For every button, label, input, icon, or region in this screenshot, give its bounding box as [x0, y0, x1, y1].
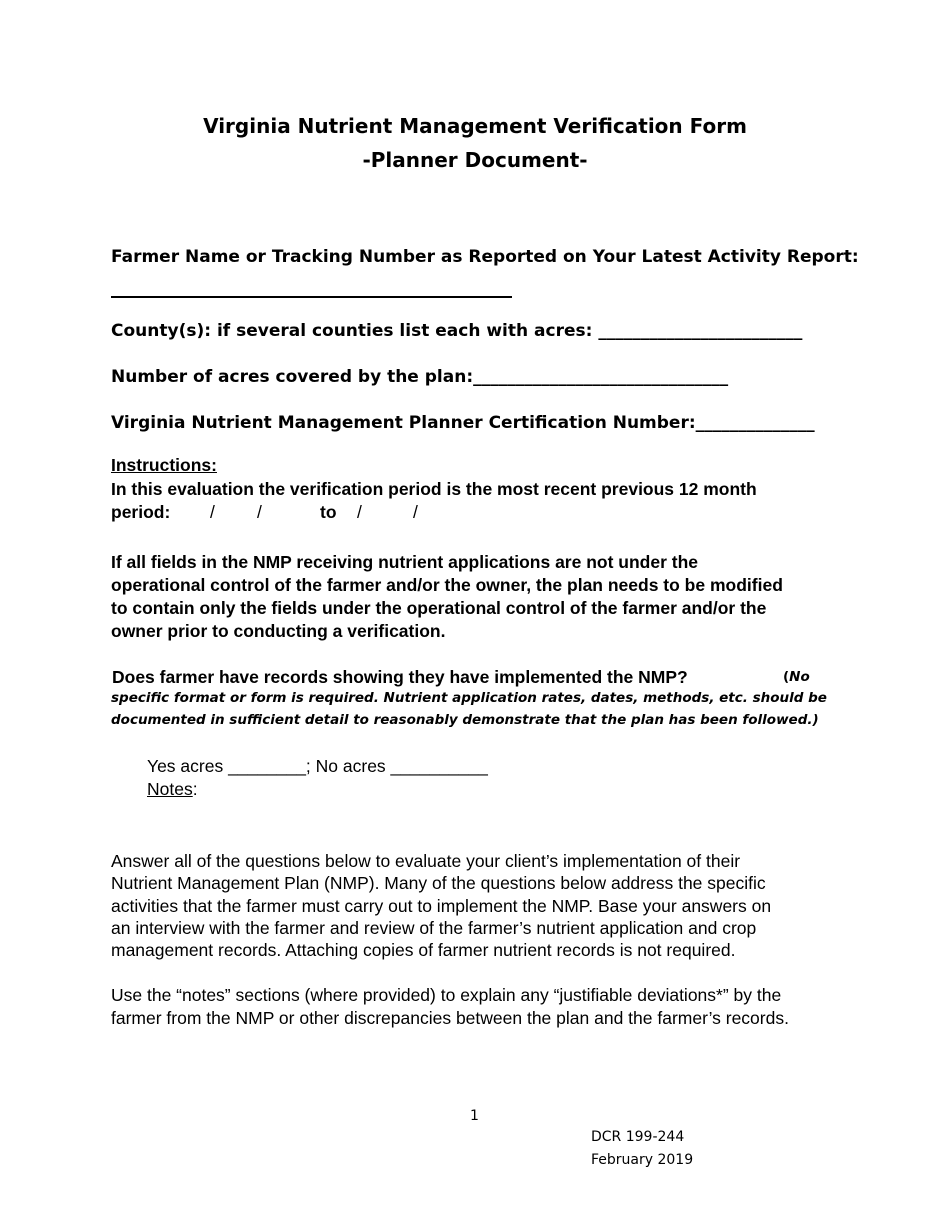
records-note-line3: documented in sufficient detail to reasonably demonstrate that the plan has been followed.) [111, 712, 819, 728]
period-start-slash-1: / [210, 502, 215, 522]
form-date: February 2019 [591, 1152, 694, 1168]
page-subtitle: -Planner Document- [362, 148, 588, 172]
notes-line: farmer from the NMP or other discrepancies between the plan and the farmer’s records. [111, 1008, 789, 1028]
records-note-start [783, 669, 810, 685]
period-label: period: [111, 502, 171, 522]
notes-line: Use the “notes” sections (where provided) to explain any “justifiable deviations*” by the [111, 985, 782, 1005]
notes-label [147, 779, 198, 800]
certification-field-label: Virginia Nutrient Management Planner Certification Number:______________ [111, 413, 815, 433]
acres-field-label: Number of acres covered by the plan:______________________________ [111, 367, 729, 387]
answer-line: Answer all of the questions below to evaluate your client’s implementation of their [111, 851, 741, 871]
answer-instructions-paragraph [111, 850, 771, 961]
farmer-name-blank-line[interactable] [111, 296, 512, 298]
period-end-slash-2: / [413, 502, 418, 522]
answer-line: activities that the farmer must carry out to implement the NMP. Base your answers on [111, 895, 772, 916]
page-title: Virginia Nutrient Management Verification Form [203, 114, 747, 138]
period-start-slash-2: / [257, 502, 262, 522]
farmer-name-label: Farmer Name or Tracking Number as Reported on Your Latest Activity Report: [111, 247, 859, 267]
period-end-slash-1: / [357, 502, 362, 522]
operational-line: If all fields in the NMP receiving nutrient applications are not under the [111, 552, 698, 572]
records-question: Does farmer have records showing they have implemented the NMP? [112, 667, 688, 687]
notes-instructions-paragraph [111, 984, 789, 1030]
answer-line: Nutrient Management Plan (NMP). Many of the questions below address the specific [111, 873, 766, 894]
county-field-label: County(s): if several counties list each with acres: ________________________ [111, 321, 803, 341]
operational-line: operational control of the farmer and/or the owner, the plan needs to be modified [111, 575, 783, 595]
instructions-heading: Instructions: [111, 455, 217, 475]
answer-line: management records. Attaching copies of farmer nutrient records is not required. [111, 940, 736, 961]
period-to-label: to [320, 502, 337, 522]
operational-line: to contain only the fields under the operational control of the farmer and/or the [111, 598, 767, 618]
notes-label-text: Notes [147, 779, 193, 799]
page-number: 1 [470, 1108, 479, 1124]
notes-colon: : [192, 779, 198, 799]
form-id: DCR 199-244 [591, 1129, 685, 1145]
operational-line: owner prior to conducting a verification. [111, 621, 446, 641]
note-paren: ( [783, 669, 790, 685]
acres-answer-line[interactable]: Yes acres ________; No acres __________ [147, 756, 488, 776]
answer-line: an interview with the farmer and review of the farmer’s nutrient application and crop [111, 917, 757, 938]
note-no: No [789, 669, 810, 685]
records-note-line2: specific format or form is required. Nutrient application rates, dates, methods, etc. should be [111, 690, 827, 706]
instructions-line: In this evaluation the verification period is the most recent previous 12 month [111, 479, 757, 499]
operational-control-paragraph [111, 551, 783, 643]
